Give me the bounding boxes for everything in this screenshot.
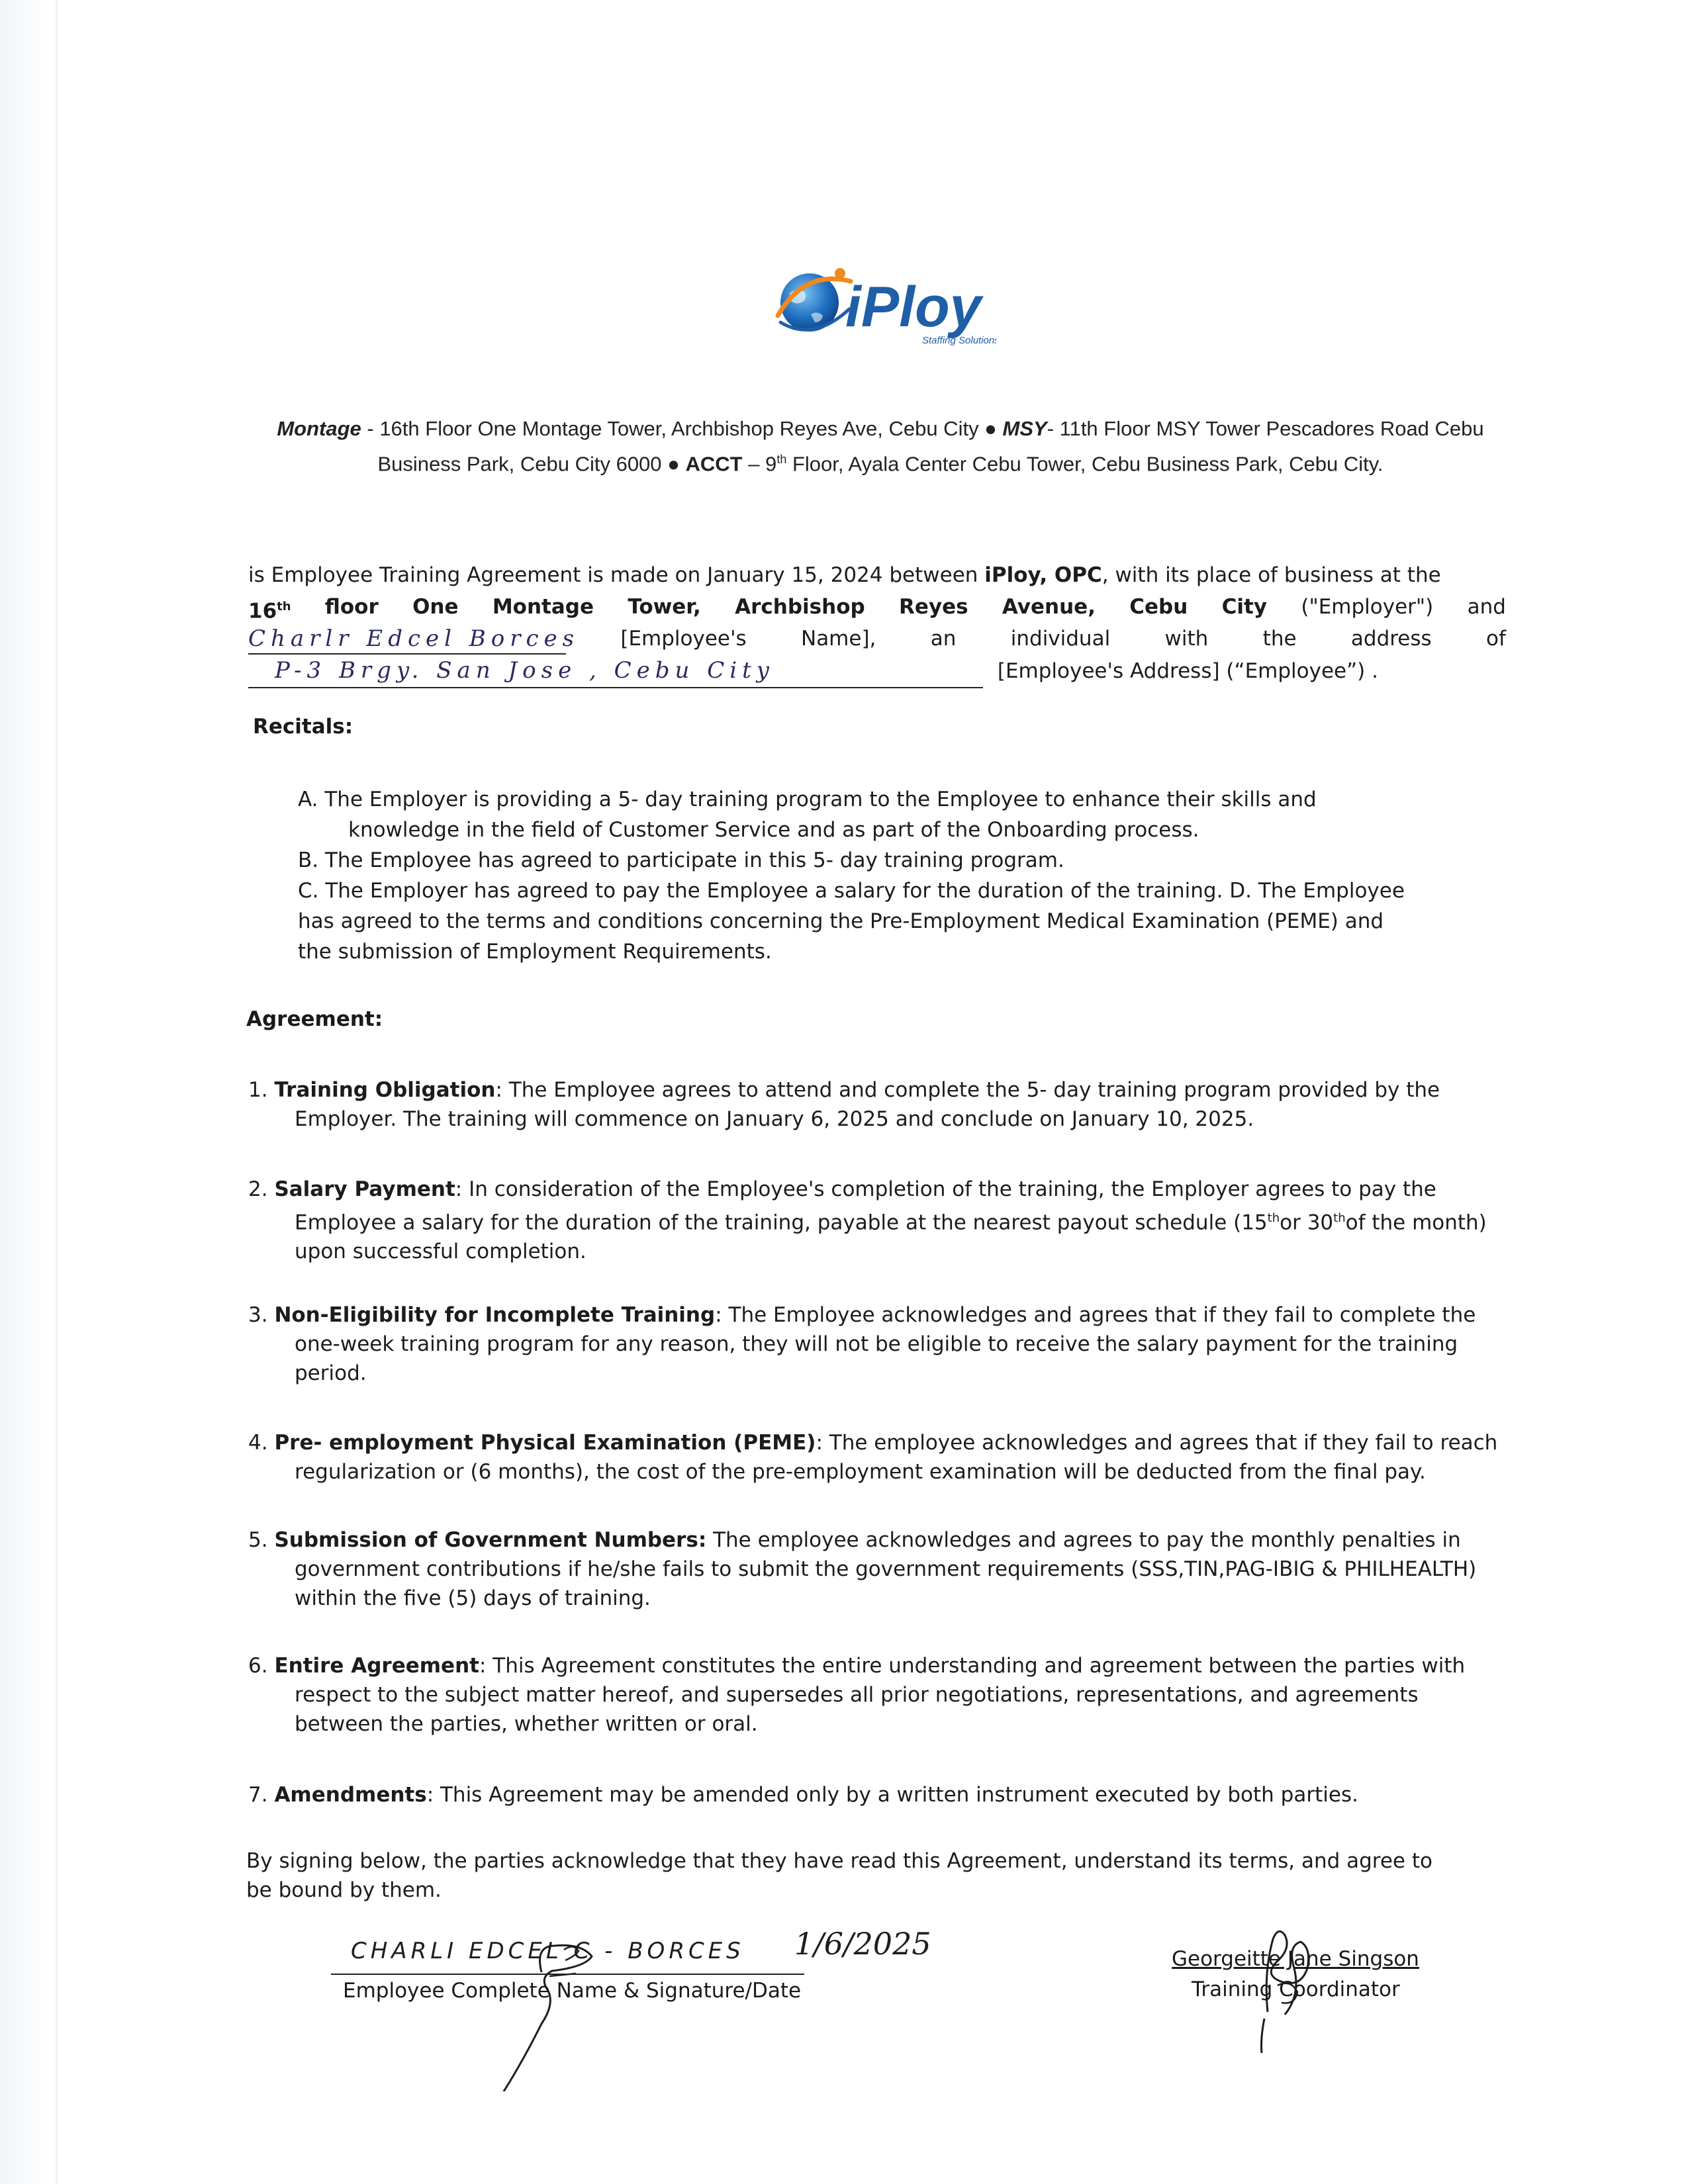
employee-name-handwritten: Charlr Edcel Borces [248,625,580,652]
scan-edge [0,0,60,2184]
recital-b: B. The Employee has agreed to participate in this 5- day training program. [298,848,1064,872]
agreement-item-5: 5. Submission of Government Numbers: The employee acknowledges and agrees to pay the monthly penalties in government contributions if he/she fails to submit the government requirements (SSS,TIN,PAG-IBIG & PHILHEALTH) within the five (5) days of training. [248,1528,1477,1610]
agreement-item-2: 2. Salary Payment: In consideration of the Employee's completion of the training, the Employer agrees to pay the Employee a salary for the duration of the training, payable at the nearest payout schedule (15thor 30thof the month) upon successful completion. [248,1177,1487,1264]
employee-signature-caption: Employee Complete Name & Signature/Date [343,1979,802,2003]
employee-sign-date: 1/6/2025 [794,1926,931,1962]
coordinator-name: Georgeitte Jane Singson [1172,1947,1419,1971]
globe-logo-icon [771,261,996,354]
intro-line-3: Charlr Edcel Borces [Employee's Name], an individual with the address of [248,623,1506,655]
intro-line-4: P-3 Brgy. San Jose , Cebu City [Employee's Address] (“Employee”) . [248,655,1506,686]
closing-statement: By signing below, the parties acknowledge that they have read this Agreement, understand its terms, and agree to be bound by them. [246,1849,1432,1902]
recital-a-cont: knowledge in the field of Customer Service and as part of the Onboarding process. [348,818,1199,842]
recital-c: C. The Employer has agreed to pay the Employee a salary for the duration of the training. D. The Employee [298,879,1405,903]
iploy-logo [771,261,996,354]
agreement-item-1: 1. Training Obligation: The Employee agrees to attend and complete the 5- day training program provided by the Employer. The training will commence on January 6, 2025 and conclude on January 10, 2025. [248,1078,1440,1131]
intro-line-1: is Employee Training Agreement is made on January 15, 2024 between iPloy, OPC, with its place of business at the [248,563,1441,587]
agreement-heading: Agreement: [246,1007,383,1031]
employee-name-written: CHARLI EDCEL C - BORCES [351,1938,745,1964]
svg-text:iPloy: iPloy [845,275,982,339]
employee-name-field[interactable] [248,623,580,655]
svg-text:Staffing Solutions: Staffing Solutions [922,335,996,346]
scan-line [56,0,58,2184]
agreement-item-6: 6. Entire Agreement: This Agreement constitutes the entire understanding and agreement between the parties with respect to the subject matter hereof, and supersedes all prior negotiations, representations, and agreements between the parties, whether written or oral. [248,1654,1466,1736]
coordinator-title: Training Coordinator [1192,1978,1400,2001]
recital-c-cont2: the submission of Employment Requirements. [298,940,772,964]
office-addresses: Montage - 16th Floor One Montage Tower, Archbishop Reyes Ave, Cebu City ● MSY- 11th Floor MSY Tower Pescadores Road Cebu Business Park, Cebu City 6000 ● ACCT – 9th Floor, Ayala Center Cebu Tower, Cebu Business Park, Cebu City. [277,417,1484,476]
employee-address-field[interactable] [248,655,983,688]
company-name: iPloy, OPC [984,563,1102,587]
agreement-item-3: 3. Non-Eligibility for Incomplete Training: The Employee acknowledges and agrees that if they fail to complete the one-week training program for any reason, they will not be eligible to receive the salary payment for the training period. [248,1303,1476,1385]
employee-address-handwritten: P-3 Brgy. San Jose , Cebu City [275,657,774,684]
agreement-intro [248,559,1506,686]
employee-signature-line [331,1974,804,1975]
recital-c-cont: has agreed to the terms and conditions concerning the Pre-Employment Medical Examination (PEME) and [298,909,1384,933]
recitals-heading: Recitals: [253,715,353,739]
recitals-list [298,784,1436,967]
employee-signature-block [331,1913,966,2065]
agreement-item-4: 4. Pre- employment Physical Examination (PEME): The employee acknowledges and agrees that if they fail to reach regularization or (6 months), the cost of the pre-employment examination will be deducted from the final pay. [248,1431,1498,1484]
recital-a: A. The Employer is providing a 5- day training program to the Employee to enhance their skills and [298,788,1317,811]
agreement-item-7: 7. Amendments: This Agreement may be amended only by a written instrument executed by both parties. [248,1783,1358,1807]
intro-line-2: 16th floor One Montage Tower, Archbishop Reyes Avenue, Cebu City ("Employer") and [248,595,1506,623]
coordinator-signature-block [1152,1919,1456,2065]
